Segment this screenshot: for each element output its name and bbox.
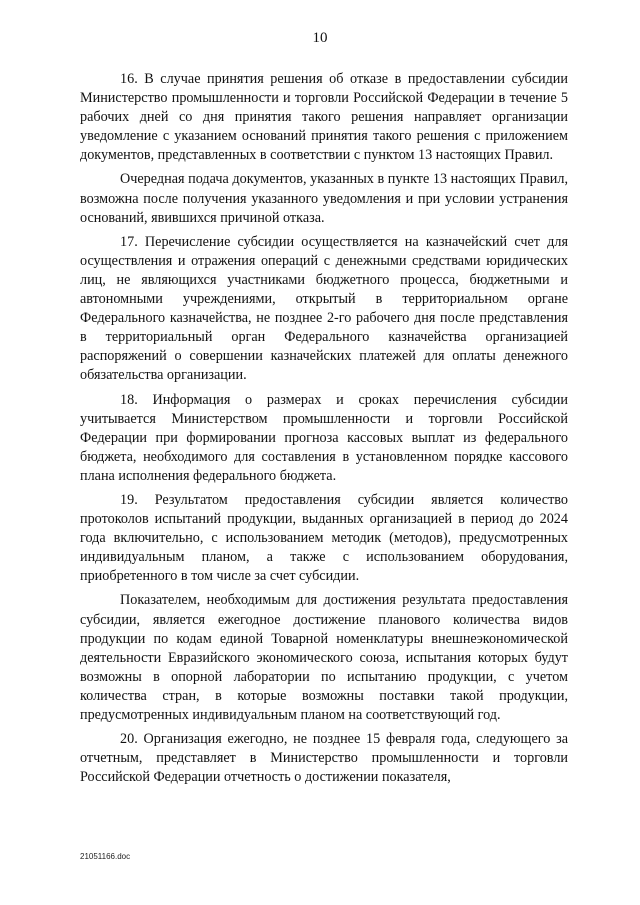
paragraph-20: 20. Организация ежегодно, не позднее 15 февраля года, следующего за отчетным, представляет в Министерство промышленности и торговли Российской Федерации отчетность о достижении показателя,	[80, 731, 568, 786]
paragraph-19-indicator: Показателем, необходимым для достижения результата предоставления субсидии, является ежегодное достижение планового количества видов продукции по кодам единой Товарной номенклатуры внешнеэкономической деятельности Евразийского экономического союза, испытания которых будут возможны в опорной лаборатории по испытанию продукции, с учетом количества стран, в которые возможны поставки такой продукции, предусмотренных индивидуальным планом на соответствующий год.	[80, 592, 568, 723]
paragraph-18: 18. Информация о размерах и сроках перечисления субсидии учитывается Министерством промышленности и торговли Российской Федерации при формировании прогноза кассовых выплат из федерального бюджета, необходимого для составления в установленном порядке кассового плана исполнения федерального бюджета.	[80, 391, 568, 484]
paragraph-19: 19. Результатом предоставления субсидии является количество протоколов испытаний продукции, выданных организацией в период до 2024 года включительно, с использованием методик (методов), предусмотренных индивидуальным планом, а также с использованием оборудования, приобретенного в том числе за счет субсидии.	[80, 491, 568, 585]
document-body	[80, 70, 568, 792]
paragraph-16-continuation: Очередная подача документов, указанных в пункте 13 настоящих Правил, возможна после получения указанного уведомления и при условии устранения оснований, явившихся причиной отказа.	[80, 171, 568, 226]
paragraph-17: 17. Перечисление субсидии осуществляется на казначейский счет для осуществления и отражения операций с денежными средствами юридических лиц, не являющихся участниками бюджетного процесса, бюджетными и автономными учреждениями, открытый в территориальном органе Федерального казначейства, не позднее 2-го рабочего дня после представления в территориальный орган Федерального казначейства организацией распоряжений о совершении казначейских платежей для оплаты денежного обязательства организации.	[80, 233, 568, 384]
paragraph-16: 16. В случае принятия решения об отказе в предоставлении субсидии Министерство промышленности и торговли Российской Федерации в течение 5 рабочих дней со дня принятия такого решения направляет организации уведомление с указанием оснований принятия такого решения с приложением документов, представленных в соответствии с пунктом 13 настоящих Правил.	[80, 71, 568, 164]
page-number: 10	[312, 30, 328, 46]
file-name-footer: 21051166.doc	[80, 852, 131, 861]
